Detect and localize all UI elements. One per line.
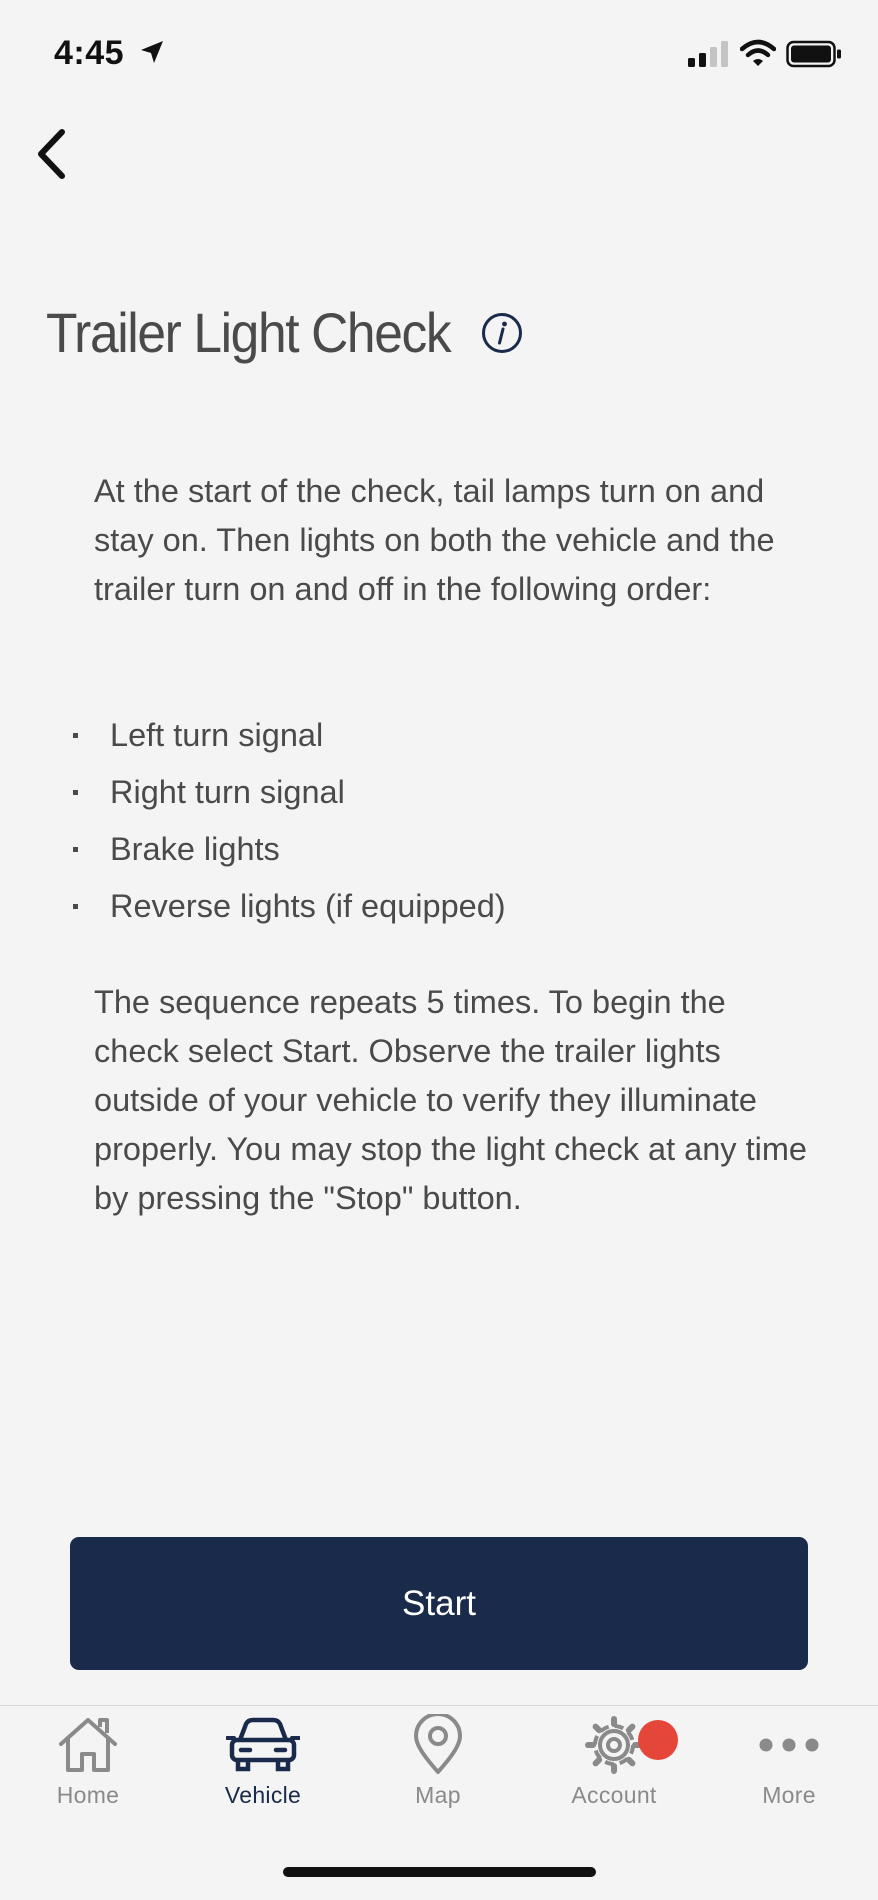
intro-paragraph: At the start of the check, tail lamps turn on and stay on. Then lights on both the vehicle and the trailer turn on and off in the following order: (94, 473, 775, 607)
cellular-signal-icon (688, 40, 732, 68)
list-item (70, 707, 506, 764)
gear-icon (583, 1714, 645, 1776)
start-button[interactable]: Start (70, 1537, 808, 1670)
bullet-icon (73, 733, 78, 738)
list-item-label: Left turn signal (110, 717, 324, 753)
info-icon[interactable] (481, 312, 523, 354)
tab-map[interactable] (368, 1714, 508, 1824)
bullet-icon (73, 790, 78, 795)
tab-more[interactable] (719, 1714, 859, 1824)
tab-vehicle-label: Vehicle (224, 1782, 302, 1808)
light-sequence-list (70, 707, 506, 935)
home-icon (55, 1714, 121, 1776)
tab-map-label: Map (415, 1782, 461, 1808)
notification-badge (638, 1720, 678, 1760)
tab-home-label: Home (56, 1782, 120, 1808)
vehicle-icon (226, 1714, 300, 1776)
bullet-icon (73, 904, 78, 909)
list-item-label: Brake lights (110, 831, 280, 867)
back-button[interactable] (30, 124, 78, 184)
page-title: Trailer Light Check (46, 301, 451, 364)
tab-home[interactable] (18, 1714, 158, 1824)
instructions-paragraph: The sequence repeats 5 times. To begin the check select Start. Observe the trailer lights outside of your vehicle to verify they illuminate properly. You may stop the light check at any time by pressing the "Stop" button. (94, 984, 807, 1216)
location-arrow-icon (138, 38, 166, 66)
list-item-label: Right turn signal (110, 774, 345, 810)
list-item-label: Reverse lights (if equipped) (110, 888, 506, 924)
title-row (46, 300, 523, 365)
tab-more-label: More (762, 1782, 816, 1808)
home-indicator (283, 1867, 596, 1877)
more-dots-icon (756, 1714, 822, 1776)
tab-vehicle[interactable] (193, 1714, 333, 1824)
list-item (70, 764, 506, 821)
list-item (70, 878, 506, 935)
wifi-icon (740, 38, 776, 68)
status-time: 4:45 (54, 34, 125, 72)
battery-icon (786, 40, 842, 68)
tab-account[interactable] (544, 1714, 684, 1824)
tab-account-label: Account (571, 1782, 657, 1808)
map-pin-icon (412, 1714, 464, 1776)
list-item (70, 821, 506, 878)
bullet-icon (73, 847, 78, 852)
